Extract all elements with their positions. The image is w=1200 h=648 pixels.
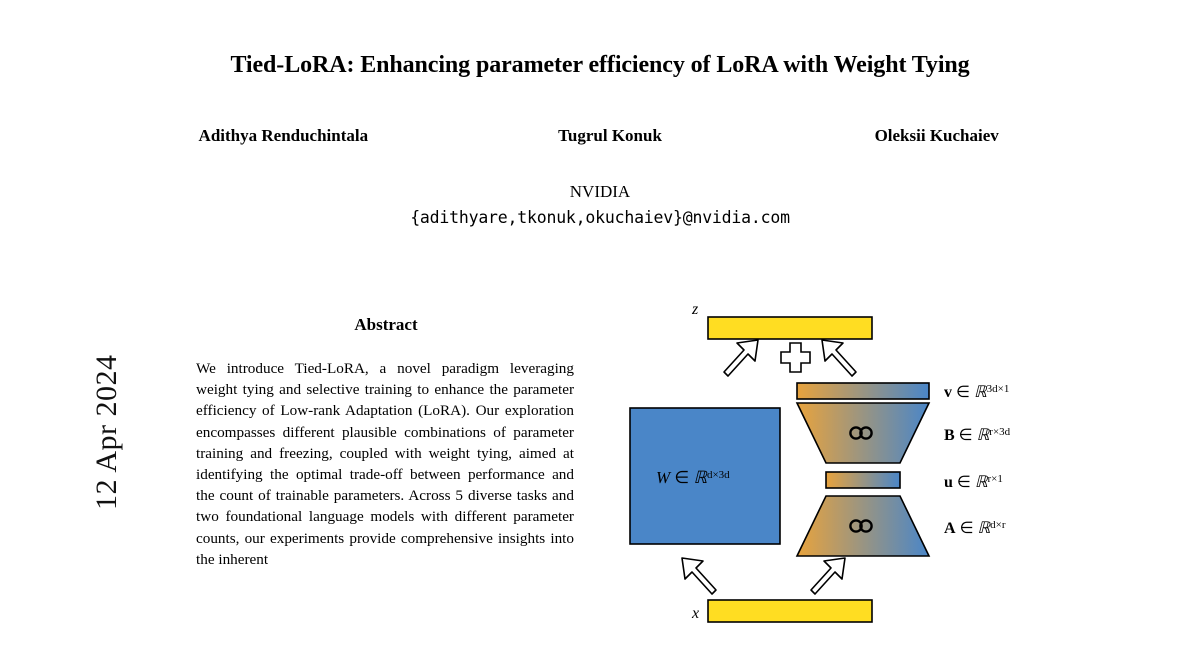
author-name: Tugrul Konuk [558, 126, 662, 145]
u-label: u ∈ ℝ$^{r\times 1}$ [944, 473, 1003, 491]
a-label: A ∈ ℝ$^{d\times r}$ [944, 519, 1006, 537]
arxiv-spine [0, 0, 123, 648]
a-matrix-trapezoid [797, 496, 929, 556]
b-label: B ∈ ℝ$^{r\times 3d}$ [944, 426, 1011, 444]
output-vector-bar [708, 317, 872, 339]
v-label: v ∈ ℝ$^{3d\times 1}$ [944, 383, 1010, 401]
author-name: Oleksii Kuchaiev [874, 126, 999, 145]
plus-icon [781, 343, 810, 372]
v-vector-bar [797, 383, 929, 399]
abstract-text: We introduce Tied-LoRA, a novel paradigm leveraging weight tying and selective training to enhance the parameter efficiency of Low-rank Adaptation (LoRA). Our exploration encompasses different plausible combinations of parameter training and freezing, coupled with weight tying, aimed at identifying the optimal trade-off between performance and the count of trainable parameters. Across 5 diverse tasks and two foundational language models with different parameter counts, our experiments provide comprehensive insights into the inherent [196, 360, 574, 568]
page-title: Tied-LoRA: Enhancing parameter efficiency of LoRA with Weight Tying [230, 52, 970, 78]
arrow-w-to-output [724, 340, 758, 376]
output-vector-label: z [692, 301, 699, 318]
figure-tied-lora-architecture [600, 300, 1170, 648]
arxiv-stamp-text: 12 Apr 2024 [90, 354, 123, 510]
arrow-input-to-a [811, 558, 845, 594]
arrow-input-to-w [682, 558, 716, 594]
author-list [120, 126, 1100, 146]
abstract-heading: Abstract [354, 315, 418, 334]
input-vector-label: x [692, 605, 700, 622]
arrow-v-to-output [822, 340, 856, 376]
author-name: Adithya Renduchintala [198, 126, 369, 145]
affiliation: NVIDIA [569, 182, 631, 201]
b-matrix-trapezoid [797, 403, 929, 463]
base-weight-label: W ∈ ℝ$^{d\times 3d}$ [656, 468, 730, 487]
input-vector-bar [708, 600, 872, 622]
u-vector-bar [826, 472, 900, 488]
contact-email: {adithyare,tkonuk,okuchaiev}@nvidia.com [410, 208, 790, 227]
